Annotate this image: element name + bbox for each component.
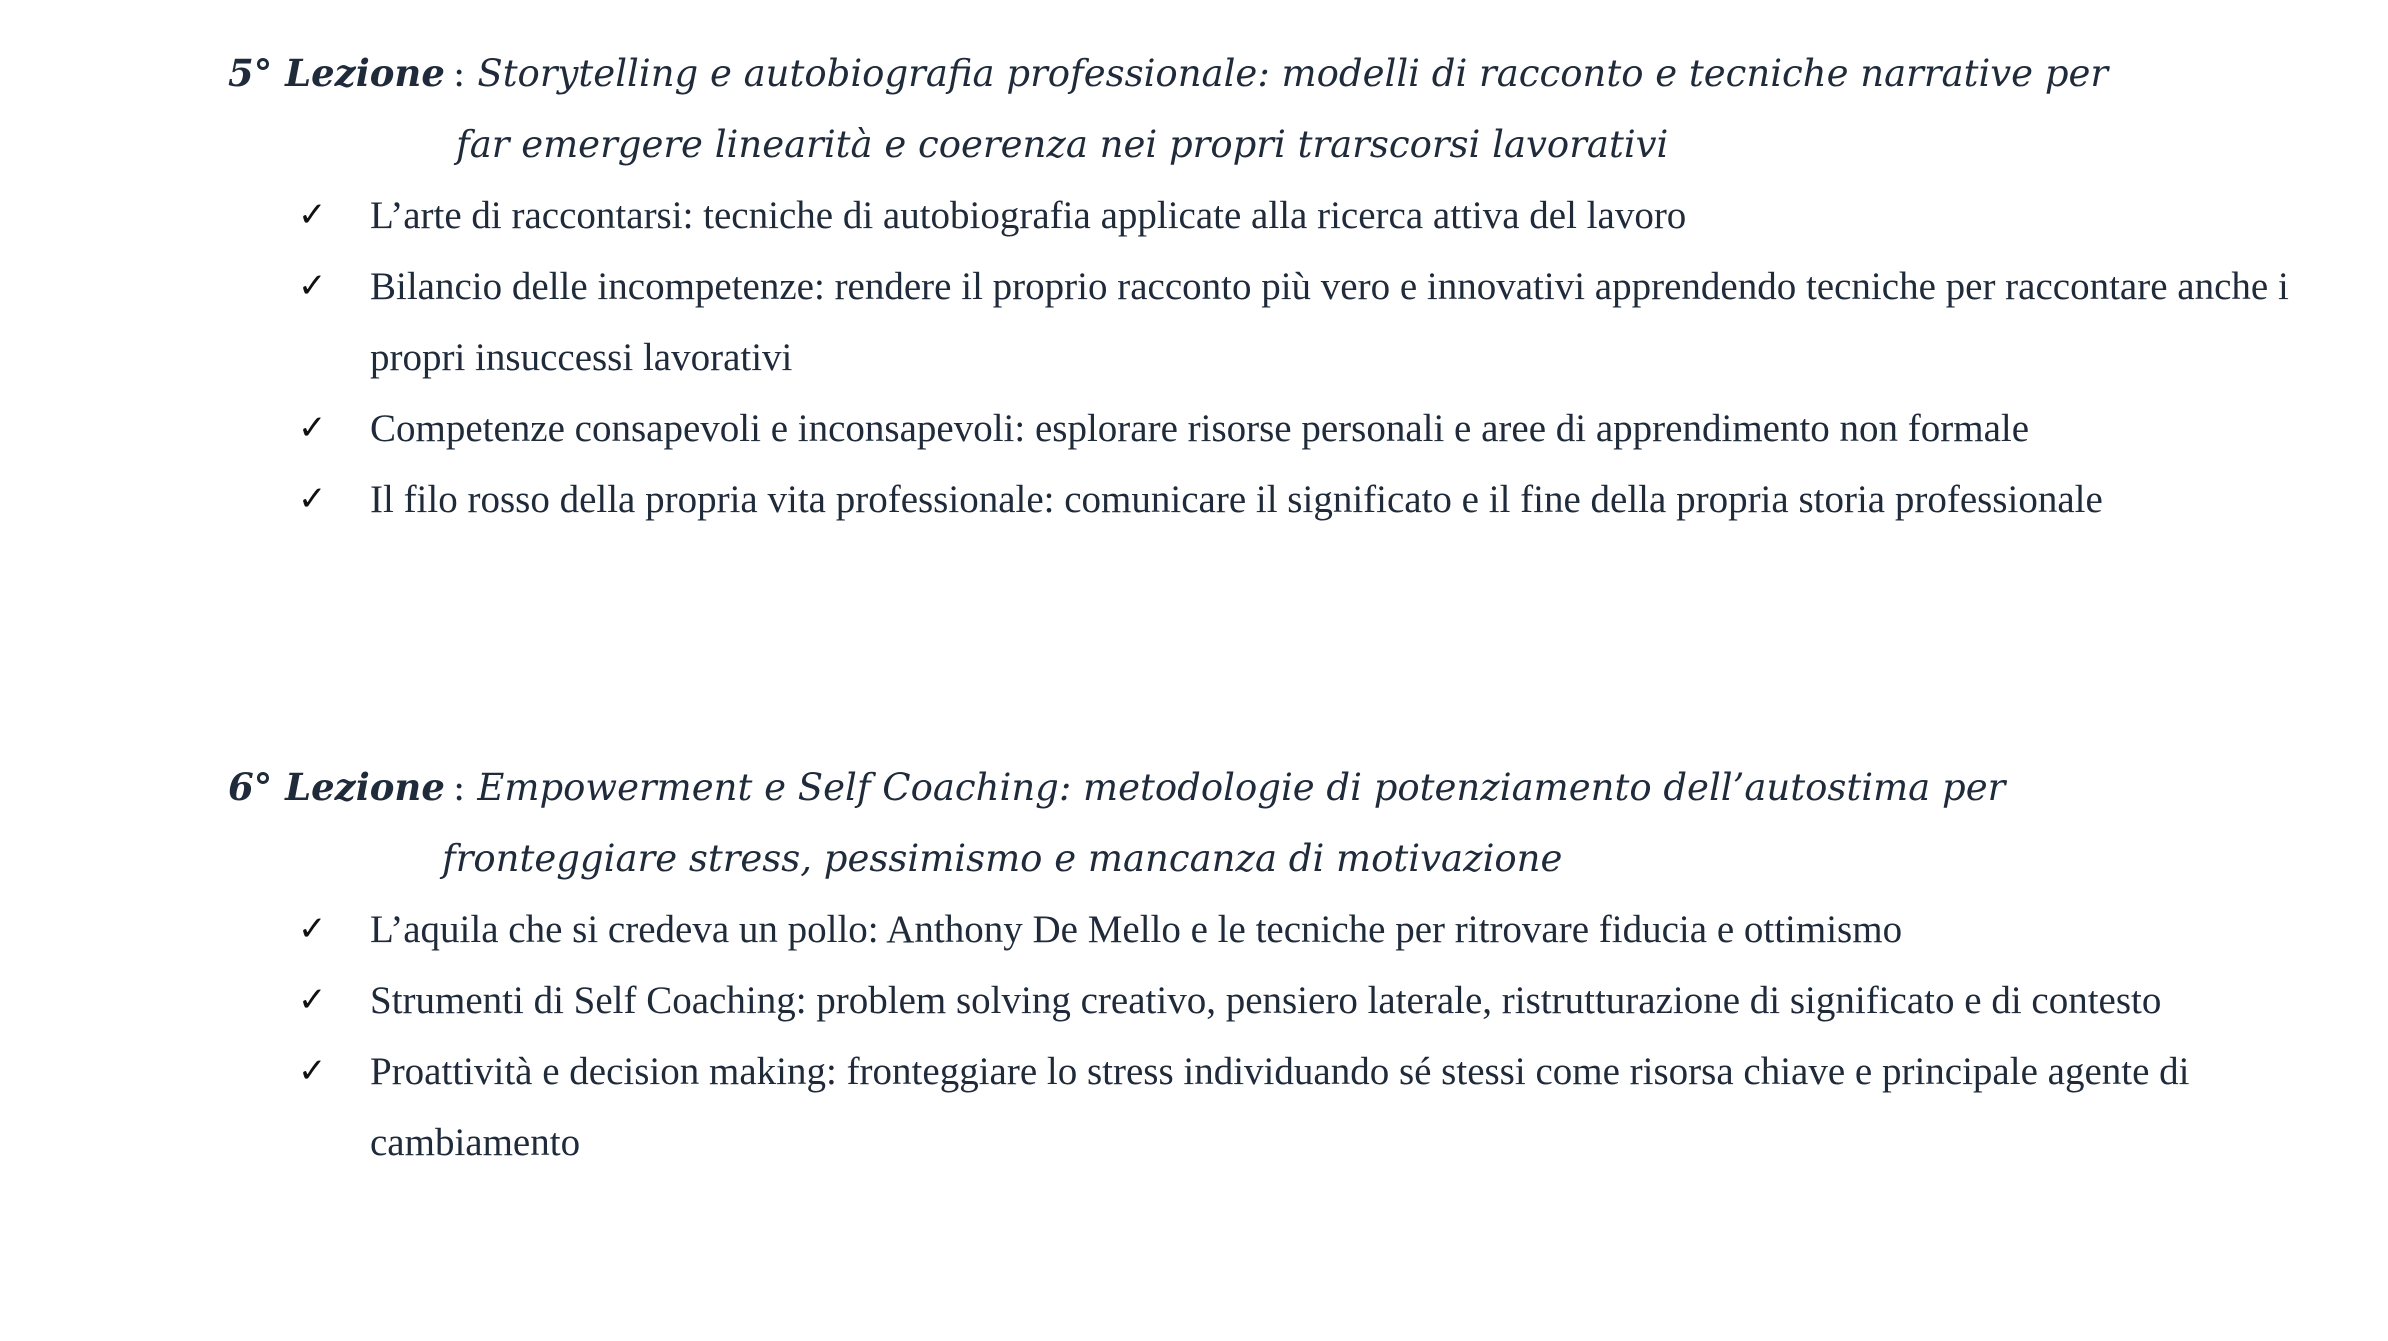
list-item-text: L’arte di raccontarsi: tecniche di autobiografia applicate alla ricerca attiva del lavoro — [370, 194, 1687, 237]
list-item — [228, 464, 2350, 535]
lesson-6-topics — [228, 894, 2228, 1178]
lesson-colon: : — [452, 52, 466, 95]
list-item — [228, 1036, 2350, 1178]
lesson-title-line1: Storytelling e autobiografia professionale: modelli di racconto e tecniche narrative per — [477, 52, 2109, 95]
list-item-text: Strumenti di Self Coaching: problem solving creativo, pensiero laterale, ristrutturazione di significato e di contesto — [370, 979, 2162, 1022]
lesson-5-section — [228, 38, 2289, 535]
lesson-6-section — [228, 752, 2228, 1178]
list-item-text: Competenze consapevoli e inconsapevoli: esplorare risorse personali e aree di apprendimento non formale — [370, 407, 2030, 450]
lesson-6-heading — [228, 752, 2228, 894]
lesson-number: 6° Lezione — [228, 765, 445, 809]
list-item — [228, 894, 2350, 965]
check-icon: ✓ — [298, 195, 327, 235]
list-item — [228, 965, 2350, 1036]
lesson-title-line1: Empowerment e Self Coaching: metodologie di potenziamento dell’autostima per — [477, 766, 2006, 809]
check-icon: ✓ — [298, 980, 327, 1020]
lesson-number: 5° Lezione — [228, 51, 445, 95]
list-item — [228, 393, 2350, 464]
lesson-title-line2: fronteggiare stress, pessimismo e mancanza di motivazione — [442, 837, 1563, 880]
lesson-colon: : — [452, 766, 466, 809]
lesson-title-line2: far emergere linearità e coerenza nei propri trarscorsi lavorativi — [456, 123, 1669, 166]
check-icon: ✓ — [298, 266, 327, 306]
lesson-5-heading — [228, 38, 2228, 180]
lesson-5-topics — [228, 180, 2289, 535]
check-icon: ✓ — [298, 408, 327, 448]
list-item-text: L’aquila che si credeva un pollo: Anthony De Mello e le tecniche per ritrovare fiducia e ottimismo — [370, 908, 1903, 951]
list-item-text: Proattività e decision making: fronteggiare lo stress individuando sé stessi come risorsa chiave e principale agente di cambiamento — [370, 1050, 2190, 1164]
check-icon: ✓ — [298, 479, 327, 519]
list-item-text: Bilancio delle incompetenze: rendere il proprio racconto più vero e innovativi apprendendo tecniche per raccontare anche i propri insuccessi lavorativi — [370, 265, 2289, 379]
list-item — [228, 180, 2350, 251]
list-item — [228, 251, 2350, 393]
list-item-text: Il filo rosso della propria vita professionale: comunicare il significato e il fine della propria storia professionale — [370, 478, 2103, 521]
check-icon: ✓ — [298, 909, 327, 949]
check-icon: ✓ — [298, 1051, 327, 1091]
